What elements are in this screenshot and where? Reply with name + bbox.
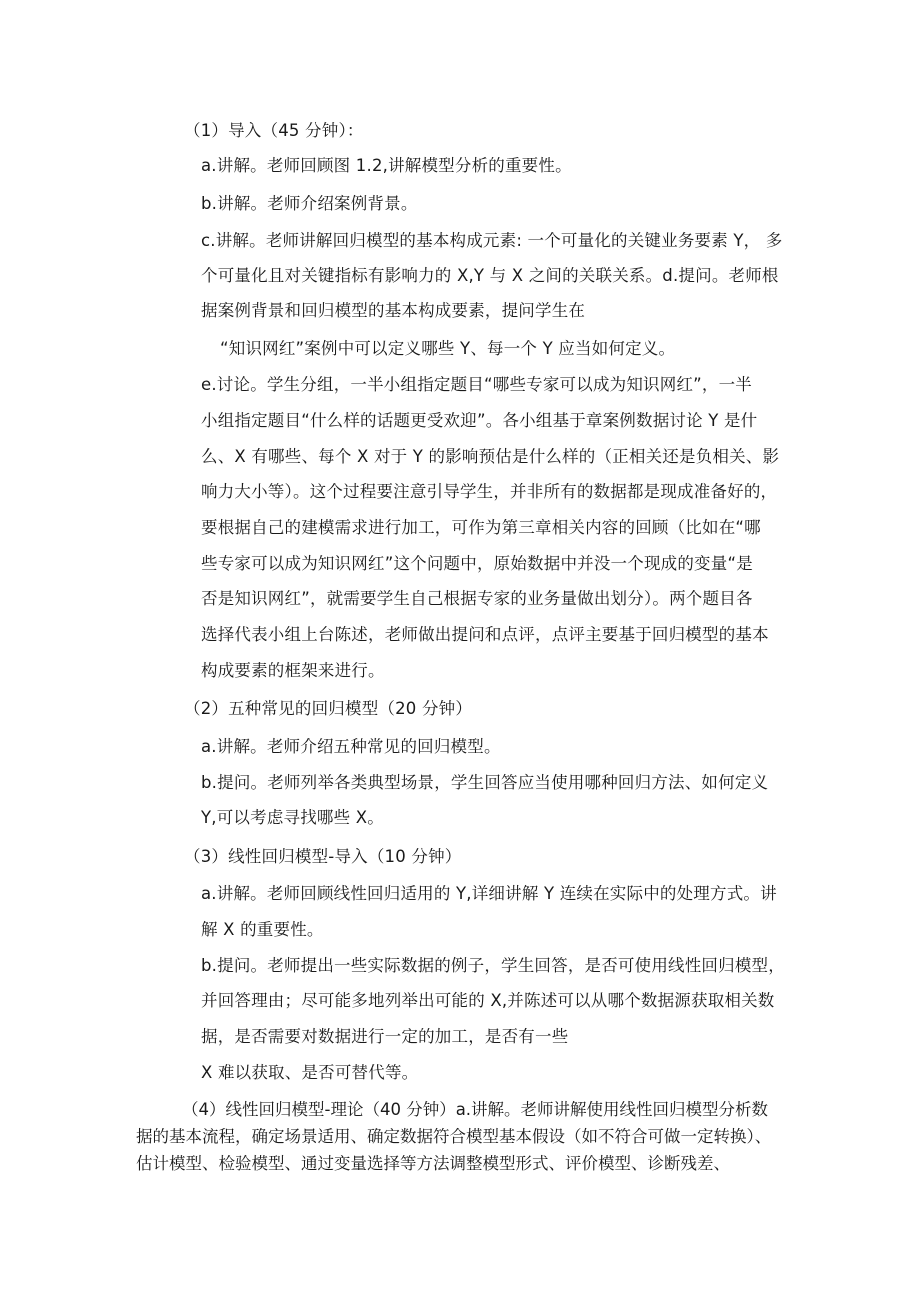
section-heading-2: （2）五种常见的回归模型（20 分钟） [184, 699, 473, 718]
paragraph-line: 估计模型、检验模型、通过变量选择等方法调整模型形式、评价模型、诊断残差、 [136, 1154, 730, 1173]
section-heading-4: （4）线性回归模型-理论（40 分钟）a.讲解。老师讲解使用线性回归模型分析数 [182, 1100, 769, 1119]
paragraph-line: a.讲解。老师介绍五种常见的回归模型。 [201, 737, 501, 756]
paragraph-line: b.讲解。老师介绍案例背景。 [201, 194, 418, 213]
paragraph-line: 构成要素的框架来进行。 [201, 661, 385, 680]
paragraph-line: 据的基本流程，确定场景适用、确定数据符合模型基本假设（如不符合可做一定转换）、 [136, 1127, 772, 1146]
section-heading-1: （1）导入（45 分钟）： [184, 121, 364, 140]
paragraph-line: a.讲解。老师回顾图 1.2,讲解模型分析的重要性。 [201, 156, 572, 175]
paragraph-line: a.讲解。老师回顾线性回归适用的 Y,详细讲解 Y 连续在实际中的处理方式。讲 [201, 884, 777, 903]
paragraph-line: e.讨论。学生分组，一半小组指定题目“哪些专家可以成为知识网红”，一半 [201, 375, 752, 394]
paragraph-line: c.讲解。老师讲解回归模型的基本构成元素: 一个可量化的关键业务要素 Y， 多 [201, 231, 783, 250]
paragraph-line: 响力大小等）。这个过程要注意引导学生，并非所有的数据都是现成准备好的， [201, 482, 778, 501]
paragraph-line: Y,可以考虑寻找哪些 X。 [201, 808, 384, 827]
paragraph-line: X 难以获取、是否可替代等。 [201, 1063, 419, 1082]
paragraph-line: 选择代表小组上台陈述，老师做出提问和点评，点评主要基于回归模型的基本 [201, 625, 769, 644]
paragraph-line: 解 X 的重要性。 [201, 920, 324, 939]
paragraph-line: 个可量化且对关键指标有影响力的 X,Y 与 X 之间的关联关系。d.提问。老师根 [201, 266, 779, 285]
paragraph-line: 些专家可以成为知识网红”这个问题中，原始数据中并没一个现成的变量“是 [201, 554, 753, 573]
paragraph-line: “知识网红”案例中可以定义哪些 Y、每一个 Y 应当如何定义。 [220, 339, 676, 358]
paragraph-line: 据案例背景和回归模型的基本构成要素，提问学生在 [201, 301, 586, 320]
paragraph-line: b.提问。老师提出一些实际数据的例子，学生回答，是否可使用线性回归模型， [201, 956, 785, 975]
paragraph-line: b.提问。老师列举各类典型场景，学生回答应当使用哪种回归方法、如何定义 [201, 773, 769, 792]
section-heading-3: （3）线性回归模型-导入（10 分钟） [184, 847, 462, 866]
paragraph-line: 要根据自己的建模需求进行加工，可作为第三章相关内容的回顾（比如在“哪 [201, 518, 761, 537]
paragraph-line: 小组指定题目“什么样的话题更受欢迎”。各小组基于章案例数据讨论 Y 是什 [201, 411, 758, 430]
paragraph-line: 么、X 有哪些、每个 X 对于 Y 的影响预估是什么样的（正相关还是负相关、影 [201, 447, 780, 466]
paragraph-line: 并回答理由；尽可能多地列举出可能的 X,并陈述可以从哪个数据源获取相关数 [201, 991, 775, 1010]
paragraph-line: 据，是否需要对数据进行一定的加工，是否有一些 [201, 1027, 569, 1046]
paragraph-line: 否是知识网红”，就需要学生自己根据专家的业务量做出划分）。两个题目各 [201, 589, 753, 608]
